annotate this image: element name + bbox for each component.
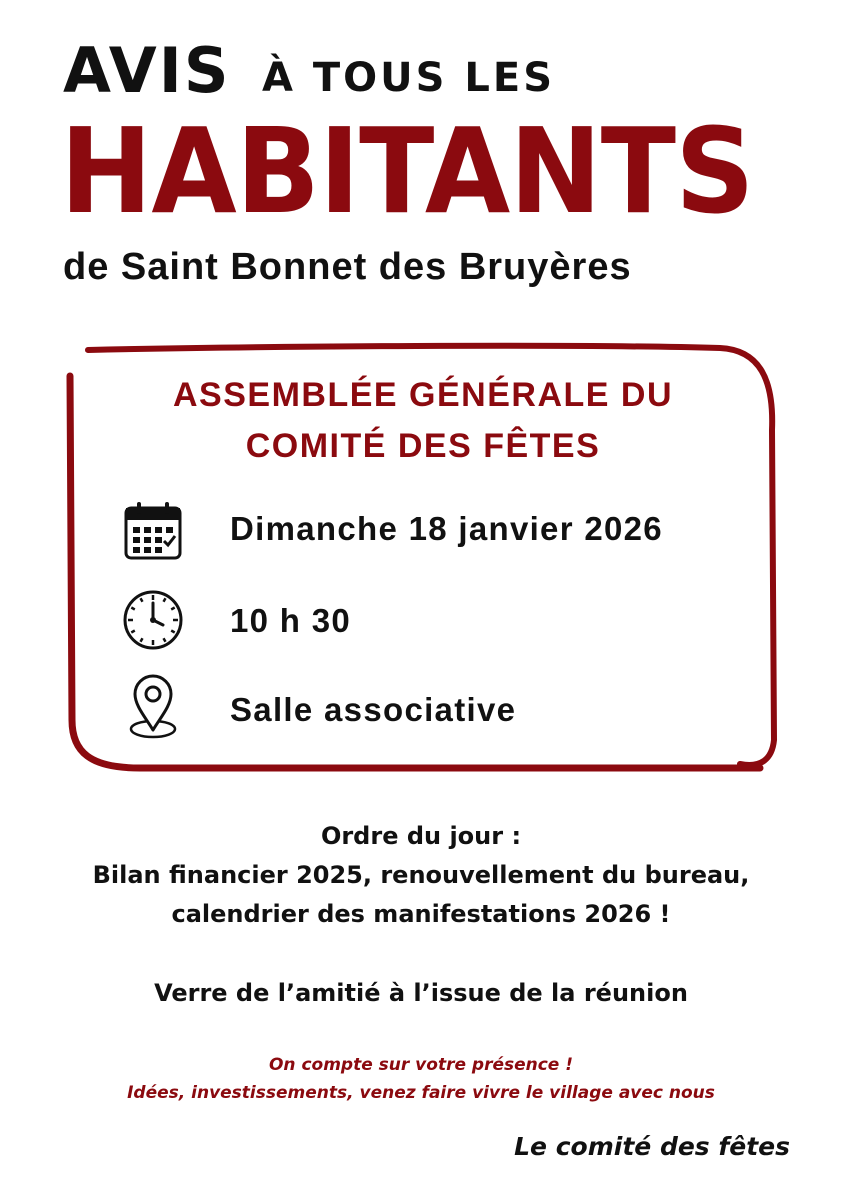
event-title-line2: COMITÉ DES FÊTES [245, 427, 601, 465]
agenda-line2: calendrier des manifestations 2026 ! [171, 900, 671, 928]
event-place: Salle associative [230, 691, 517, 728]
location-pin-icon [128, 674, 178, 744]
clock-icon [122, 589, 184, 655]
event-title-line1: ASSEMBLÉE GÉNÉRALE DU [173, 376, 673, 414]
verre-amitie: Verre de l’amitié à l’issue de la réunion [154, 979, 688, 1007]
agenda-line1: Bilan financier 2025, renouvellement du bureau, [92, 861, 750, 889]
signature: Le comité des fêtes [514, 1132, 790, 1161]
headline-avis: AVIS [63, 34, 231, 107]
calendar-icon [123, 500, 183, 566]
agenda-heading: Ordre du jour : [320, 822, 522, 850]
appeal-line2: Idées, investissements, venez faire vivre le village avec nous [127, 1083, 715, 1103]
event-date: Dimanche 18 janvier 2026 [230, 510, 663, 547]
appeal-line1: On compte sur votre présence ! [268, 1055, 574, 1075]
event-time: 10 h 30 [230, 602, 352, 639]
headline-tous-les: À TOUS LES [262, 55, 556, 101]
village-name: de Saint Bonnet des Bruyères [63, 246, 632, 288]
headline-habitants: HABITANTS [60, 102, 754, 240]
